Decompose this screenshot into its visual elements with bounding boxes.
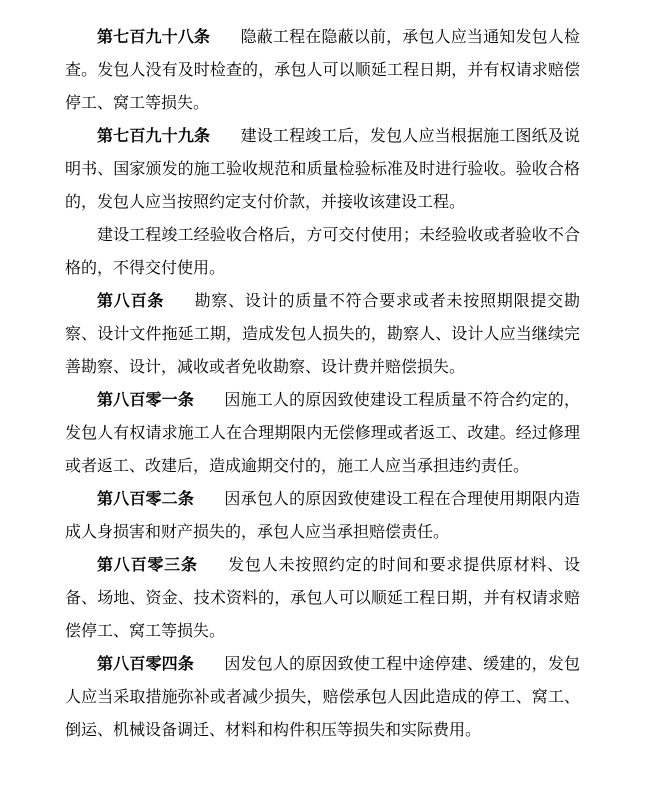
article-number: 第八百零四条	[97, 656, 195, 673]
paragraph-text: 建设工程竣工后，发包人应当根据施工图纸及说明书、国家颁发的施工验收规范和质量检验标准及时进行验收。验收合格的，发包人应当按照约定支付价款，并接收该建设工程。	[65, 128, 580, 211]
paragraph-text: 因承包人的原因致使建设工程在合理使用期限内造成人身损害和财产损失的，承包人应当承担赔偿责任。	[65, 491, 580, 541]
article-number: 第八百零二条	[97, 491, 195, 508]
paragraph-article-799	[65, 120, 580, 219]
article-number: 第八百条	[97, 293, 165, 310]
paragraph-article-800	[65, 285, 580, 384]
paragraph-text: 因施工人的原因致使建设工程质量不符合约定的，发包人有权请求施工人在合理期限内无偿修理或者返工、改建。经过修理或者返工、改建后，造成逾期交付的，施工人应当承担违约责任。	[65, 392, 580, 475]
article-number: 第七百九十九条	[97, 128, 211, 145]
article-number: 第七百九十八条	[97, 29, 211, 46]
paragraph-article-801	[65, 384, 580, 483]
paragraph-article-804	[65, 648, 580, 747]
article-number: 第八百零一条	[97, 392, 195, 409]
paragraph-article-802	[65, 483, 580, 549]
paragraph-text: 勘察、设计的质量不符合要求或者未按照期限提交勘察、设计文件拖延工期，造成发包人损失的，勘察人、设计人应当继续完善勘察、设计，减收或者免收勘察、设计费并赔偿损失。	[65, 293, 580, 376]
article-number: 第八百零三条	[97, 557, 198, 574]
paragraph-text: 发包人未按照约定的时间和要求提供原材料、设备、场地、资金、技术资料的，承包人可以顺延工程日期，并有权请求赔偿停工、窝工等损失。	[65, 557, 580, 640]
paragraph-article-803	[65, 549, 580, 648]
paragraph-article-799-clause-2	[65, 219, 580, 285]
paragraph-text: 建设工程竣工经验收合格后，方可交付使用；未经验收或者验收不合格的，不得交付使用。	[65, 227, 580, 277]
paragraph-text: 隐蔽工程在隐蔽以前，承包人应当通知发包人检查。发包人没有及时检查的，承包人可以顺延工程日期，并有权请求赔偿停工、窝工等损失。	[65, 29, 580, 112]
paragraph-text: 因发包人的原因致使工程中途停建、缓建的，发包人应当采取措施弥补或者减少损失，赔偿承包人因此造成的停工、窝工、倒运、机械设备调迁、材料和构件积压等损失和实际费用。	[65, 656, 580, 739]
paragraph-article-798	[65, 21, 580, 120]
